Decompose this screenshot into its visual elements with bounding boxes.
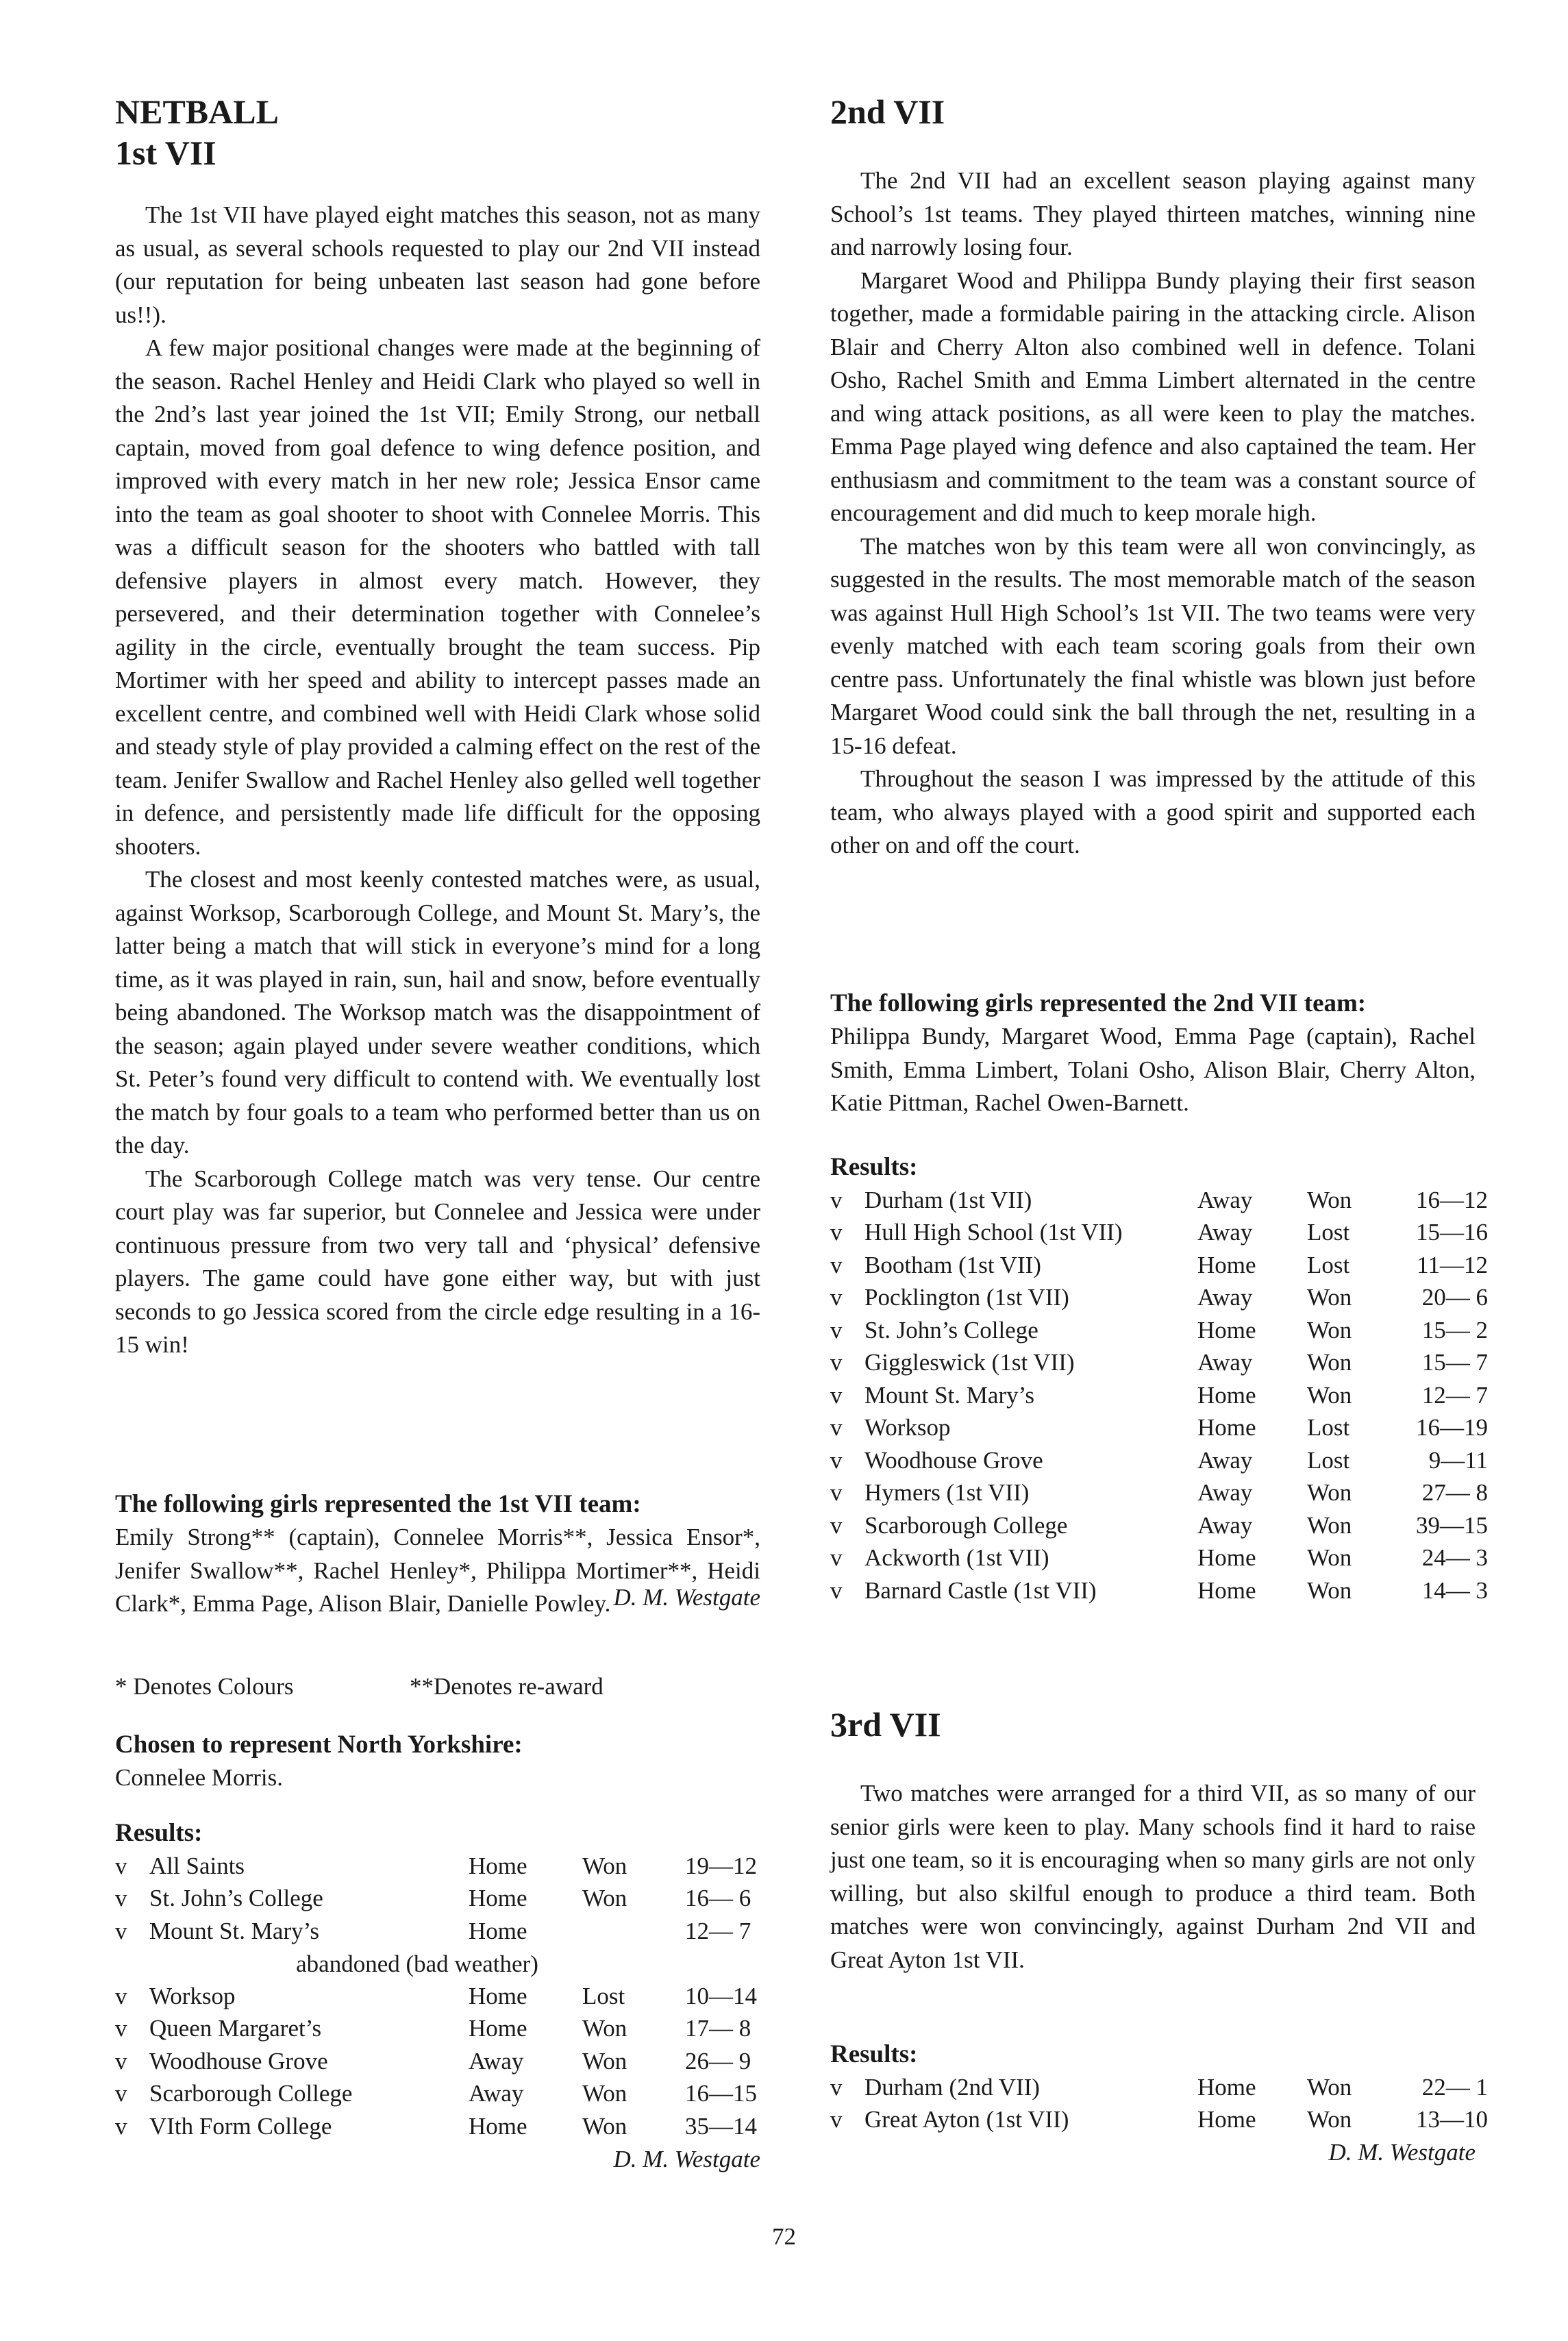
table-row — [115, 2078, 773, 2111]
roster-list: Philippa Bundy, Margaret Wood, Emma Page (captain), Rachel Smith, Emma Limbert, Tolani Osho, Alison Blair, Cherry Alton, Katie Pittman, Rachel Owen-Barnett. — [830, 1023, 1476, 1116]
versus-label: v — [830, 1446, 843, 1474]
results-signature: D. M. Westgate — [613, 2145, 760, 2172]
venue: Home — [469, 2112, 527, 2140]
colours-legend — [115, 1670, 760, 1703]
opponent-name: Durham (2nd VII) — [864, 2073, 1040, 2101]
county-selection — [115, 1729, 760, 1795]
venue: Away — [1197, 1186, 1253, 1213]
outcome: Won — [582, 2080, 627, 2107]
opponent-name: All Saints — [149, 1852, 245, 1879]
section-title: NETBALL — [115, 92, 279, 131]
opponent-name: Worksop — [864, 1414, 951, 1441]
versus-label: v — [115, 2015, 127, 2042]
score: 24— 3 — [1421, 1544, 1488, 1572]
report-paragraph: Two matches were arranged for a third VII, as so many of our senior girls were keen to play. Many schools find it hard to raise just one team, so it is encouraging when so many girls are not only willing, but also skilful enough to produce a third team. Both matches were won convincingly, against Durham 2nd VII and Great Ayton 1st VII. — [830, 1780, 1476, 1973]
versus-label: v — [830, 1381, 843, 1409]
second-team-results — [830, 1151, 1488, 1607]
third-team-title: 3rd VII — [830, 1705, 941, 1744]
reaward-note: **Denotes re-award — [410, 1673, 603, 1700]
opponent-name: Woodhouse Grove — [149, 2047, 328, 2074]
versus-label: v — [830, 1316, 843, 1343]
report-paragraph: The Scarborough College match was very tense. Our centre court play was far superior, but Connelee and Jessica were under continuous pressure from two very tall and ‘physical’ defensive players. The game could have gone either way, but with just seconds to go Jessica scored from the circle edge resulting in a 16-15 win! — [115, 1165, 760, 1358]
venue: Home — [1197, 1251, 1256, 1278]
results-heading: Results: — [830, 2040, 918, 2068]
score: 12— 7 — [1421, 1381, 1488, 1409]
venue: Home — [1197, 1414, 1256, 1441]
opponent-name: Ackworth (1st VII) — [864, 1544, 1049, 1572]
table-row — [830, 2104, 1488, 2137]
first-team-roster — [115, 1488, 760, 1617]
results-heading: Results: — [830, 1153, 918, 1181]
venue: Away — [469, 2047, 524, 2074]
opponent-name: Worksop — [149, 1982, 236, 2009]
outcome: Lost — [1307, 1251, 1350, 1278]
score: 17— 8 — [685, 2015, 751, 2042]
score: 16— 6 — [685, 1885, 751, 1912]
roster-list: Emily Strong** (captain), Connelee Morris**, Jessica Ensor*, Jenifer Swallow**, Rachel Henley*, Philippa Mortimer**, Heidi Clark*, Emma Page, Alison Blair, Danielle Powley. — [115, 1524, 760, 1617]
colours-note: * Denotes Colours — [115, 1673, 294, 1700]
venue: Home — [1197, 1576, 1256, 1604]
outcome: Won — [1307, 1316, 1352, 1343]
outcome: Won — [582, 2112, 627, 2140]
opponent-name: Mount St. Mary’s — [864, 1381, 1034, 1409]
table-row — [115, 1980, 773, 2013]
score: 11—12 — [1417, 1251, 1488, 1278]
opponent-name: Barnard Castle (1st VII) — [864, 1576, 1097, 1604]
opponent-name: Great Ayton (1st VII) — [864, 2106, 1069, 2133]
venue: Home — [469, 1982, 527, 2009]
table-row — [830, 1574, 1488, 1607]
table-row — [115, 2013, 773, 2046]
score: 16—15 — [685, 2080, 757, 2107]
second-team-roster — [830, 987, 1476, 1120]
versus-label: v — [830, 2073, 843, 2101]
opponent-name: Hull High School (1st VII) — [864, 1219, 1123, 1246]
opponent-name: VIth Form College — [149, 2112, 332, 2140]
score: 16—19 — [1416, 1414, 1488, 1441]
score: 13—10 — [1416, 2106, 1488, 2133]
netball-heading — [115, 91, 760, 173]
venue: Home — [1197, 1316, 1256, 1343]
versus-label: v — [830, 2106, 843, 2133]
opponent-name: Queen Margaret’s — [149, 2015, 322, 2042]
table-row — [830, 1314, 1488, 1347]
table-row — [115, 2110, 773, 2143]
score: 39—15 — [1416, 1511, 1488, 1539]
versus-label: v — [830, 1251, 843, 1278]
outcome: Won — [582, 1885, 627, 1912]
versus-label: v — [830, 1186, 843, 1213]
third-team-report — [830, 1777, 1476, 1977]
outcome: Won — [1307, 1349, 1352, 1376]
venue: Home — [1197, 2106, 1256, 2133]
second-team-heading — [830, 91, 1476, 132]
outcome: Won — [1307, 1576, 1352, 1604]
versus-label: v — [115, 2047, 127, 2074]
second-team-report — [830, 164, 1476, 863]
first-team-results — [115, 1817, 760, 2176]
roster-signature: D. M. Westgate — [613, 1583, 760, 1611]
second-team-title: 2nd VII — [830, 92, 945, 131]
roster-heading: The following girls represented the 1st VII team: — [115, 1490, 641, 1518]
venue: Home — [1197, 2073, 1256, 2101]
third-team-results — [830, 2038, 1488, 2169]
venue: Away — [1197, 1349, 1253, 1376]
venue: Away — [469, 2080, 524, 2107]
versus-label: v — [115, 1917, 127, 1944]
results-table — [830, 1184, 1488, 1607]
venue: Home — [469, 1885, 527, 1912]
versus-label: v — [115, 1885, 127, 1912]
score: 22— 1 — [1421, 2073, 1488, 2101]
score: 12— 7 — [685, 1917, 751, 1944]
venue: Away — [1197, 1219, 1253, 1246]
outcome: Lost — [1307, 1414, 1350, 1441]
outcome: Won — [1307, 1544, 1352, 1572]
outcome: Won — [1307, 2073, 1352, 2101]
opponent-name: Woodhouse Grove — [864, 1446, 1043, 1474]
outcome: Lost — [582, 1982, 625, 2009]
score: 19—12 — [685, 1852, 757, 1879]
score: 15— 7 — [1421, 1349, 1488, 1376]
versus-label: v — [830, 1576, 843, 1604]
outcome: Won — [1307, 1511, 1352, 1539]
results-signature: D. M. Westgate — [1328, 2139, 1476, 2166]
opponent-name: Mount St. Mary’s — [149, 1917, 319, 1944]
versus-label: v — [830, 1479, 843, 1507]
opponent-name: Scarborough College — [864, 1511, 1068, 1539]
venue: Home — [469, 1917, 527, 1944]
table-row — [830, 1509, 1488, 1542]
venue: Away — [1197, 1446, 1253, 1474]
venue: Home — [1197, 1381, 1256, 1409]
outcome: Won — [582, 2047, 627, 2074]
table-row — [830, 1184, 1488, 1217]
versus-label: v — [830, 1511, 843, 1539]
versus-label: v — [830, 1544, 843, 1572]
results-table — [115, 1850, 773, 2143]
score: 15—16 — [1416, 1219, 1488, 1246]
versus-label: v — [830, 1414, 843, 1441]
score: 20— 6 — [1421, 1284, 1488, 1311]
team-title: 1st VII — [115, 134, 216, 172]
venue: Home — [469, 1852, 527, 1879]
table-row — [830, 1412, 1488, 1445]
venue: Home — [1197, 1544, 1256, 1572]
score: 9—11 — [1428, 1446, 1488, 1474]
abandoned-note: abandoned (bad weather) — [296, 1950, 538, 1977]
table-row — [830, 2071, 1488, 2104]
report-paragraph: The 2nd VII had an excellent season playing against many School’s 1st teams. They played thirteen matches, winning nine and narrowly losing four. — [830, 167, 1476, 260]
table-row — [115, 1883, 773, 1916]
table-row — [830, 1282, 1488, 1315]
page-number: 72 — [772, 2223, 796, 2250]
opponent-name: Bootham (1st VII) — [864, 1251, 1041, 1278]
score: 10—14 — [685, 1982, 757, 2009]
table-row — [830, 1347, 1488, 1380]
outcome: Won — [1307, 1381, 1352, 1409]
first-team-report — [115, 199, 760, 1362]
venue: Home — [469, 2015, 527, 2042]
county-name: Connelee Morris. — [115, 1764, 283, 1791]
outcome: Won — [582, 2015, 627, 2042]
table-row — [115, 1850, 773, 1883]
versus-label: v — [115, 1982, 127, 2009]
report-paragraph: The 1st VII have played eight matches this season, not as many as usual, as several schools requested to play our 2nd VII instead (our reputation for being unbeaten last season had gone before us!!). — [115, 201, 760, 328]
third-team-heading — [830, 1704, 1476, 1745]
score: 16—12 — [1416, 1186, 1488, 1213]
table-row — [830, 1477, 1488, 1510]
outcome: Won — [1307, 1284, 1352, 1311]
outcome: Won — [582, 1852, 627, 1879]
opponent-name: Durham (1st VII) — [864, 1186, 1032, 1213]
table-row — [115, 2045, 773, 2078]
opponent-name: Giggleswick (1st VII) — [864, 1349, 1075, 1376]
score: 35—14 — [685, 2112, 757, 2140]
versus-label: v — [115, 1852, 127, 1879]
score: 15— 2 — [1421, 1316, 1488, 1343]
score: 27— 8 — [1421, 1479, 1488, 1507]
opponent-name: Hymers (1st VII) — [864, 1479, 1030, 1507]
report-paragraph: The matches won by this team were all won convincingly, as suggested in the results. The most memorable match of the season was against Hull High School’s 1st VII. The two teams were very evenly matched with each team scoring goals from their own centre pass. Unfortunately the final whistle was blown just before Margaret Wood could sink the ball through the net, resulting in a 15-16 defeat. — [830, 532, 1476, 759]
score: 26— 9 — [685, 2047, 751, 2074]
report-paragraph: Throughout the season I was impressed by the attitude of this team, who always played with a good spirit and supported each other on and off the court. — [830, 765, 1476, 858]
table-row — [830, 1542, 1488, 1575]
versus-label: v — [830, 1349, 843, 1376]
table-row — [115, 1948, 773, 1981]
outcome: Won — [1307, 1479, 1352, 1507]
results-table — [830, 2071, 1488, 2136]
table-row — [830, 1444, 1488, 1477]
outcome: Lost — [1307, 1219, 1350, 1246]
table-row — [830, 1249, 1488, 1282]
opponent-name: St. John’s College — [149, 1885, 323, 1912]
opponent-name: St. John’s College — [864, 1316, 1038, 1343]
venue: Away — [1197, 1479, 1253, 1507]
versus-label: v — [830, 1284, 843, 1311]
outcome — [582, 1915, 685, 1948]
outcome: Won — [1307, 1186, 1352, 1213]
opponent-name: Pocklington (1st VII) — [864, 1284, 1069, 1311]
opponent-name: Scarborough College — [149, 2080, 353, 2107]
table-row — [830, 1379, 1488, 1412]
versus-label: v — [115, 2112, 127, 2140]
results-heading: Results: — [115, 1819, 203, 1847]
roster-heading: The following girls represented the 2nd VII team: — [830, 989, 1367, 1017]
report-paragraph: Margaret Wood and Philippa Bundy playing their first season together, made a formidable pairing in the attacking circle. Alison Blair and Cherry Alton also combined well in defence. Tolani Osho, Rachel Smith and Emma Limbert alternated in the centre and wing attack positions, as all were keen to play the matches. Emma Page played wing defence and also captained the team. Her enthusiasm and commitment to the team was a constant source of encouragement and did much to keep morale high. — [830, 267, 1476, 526]
versus-label: v — [830, 1219, 843, 1246]
outcome: Lost — [1307, 1446, 1350, 1474]
report-paragraph: A few major positional changes were made at the beginning of the season. Rachel Henley and Heidi Clark who played so well in the 2nd’s last year joined the 1st VII; Emily Strong, our netball captain, moved from goal defence to wing defence position, and improved with every match in her new role; Jessica Ensor came into the team as goal shooter to shoot with Connelee Morris. This was a difficult season for the shooters who battled with tall defensive players in almost every match. However, they persevered, and their determination together with Connelee’s agility in the circle, eventually brought the team success. Pip Mortimer with her speed and ability to intercept passes made an excellent centre, and combined well with Heidi Clark whose solid and steady style of play provided a calming effect on the rest of the team. Jenifer Swallow and Rachel Henley also gelled well together in defence, and persistently made life difficult for the opposing shooters. — [115, 334, 760, 860]
score: 14— 3 — [1421, 1576, 1488, 1604]
report-paragraph: The closest and most keenly contested matches were, as usual, against Worksop, Scarborough College, and Mount St. Mary’s, the latter being a match that will stick in everyone’s mind for a long time, as it was played in rain, sun, hail and snow, before eventually being abandoned. The Worksop match was the disappointment of the season; again played under severe weather conditions, which St. Peter’s found very difficult to contend with. We eventually lost the match by four goals to a team who performed better than us on the day. — [115, 866, 760, 1159]
table-row — [830, 1217, 1488, 1250]
table-row — [115, 1915, 773, 1948]
venue: Away — [1197, 1511, 1253, 1539]
versus-label: v — [115, 2080, 127, 2107]
venue: Away — [1197, 1284, 1253, 1311]
county-heading: Chosen to represent North Yorkshire: — [115, 1731, 523, 1759]
outcome: Won — [1307, 2106, 1352, 2133]
